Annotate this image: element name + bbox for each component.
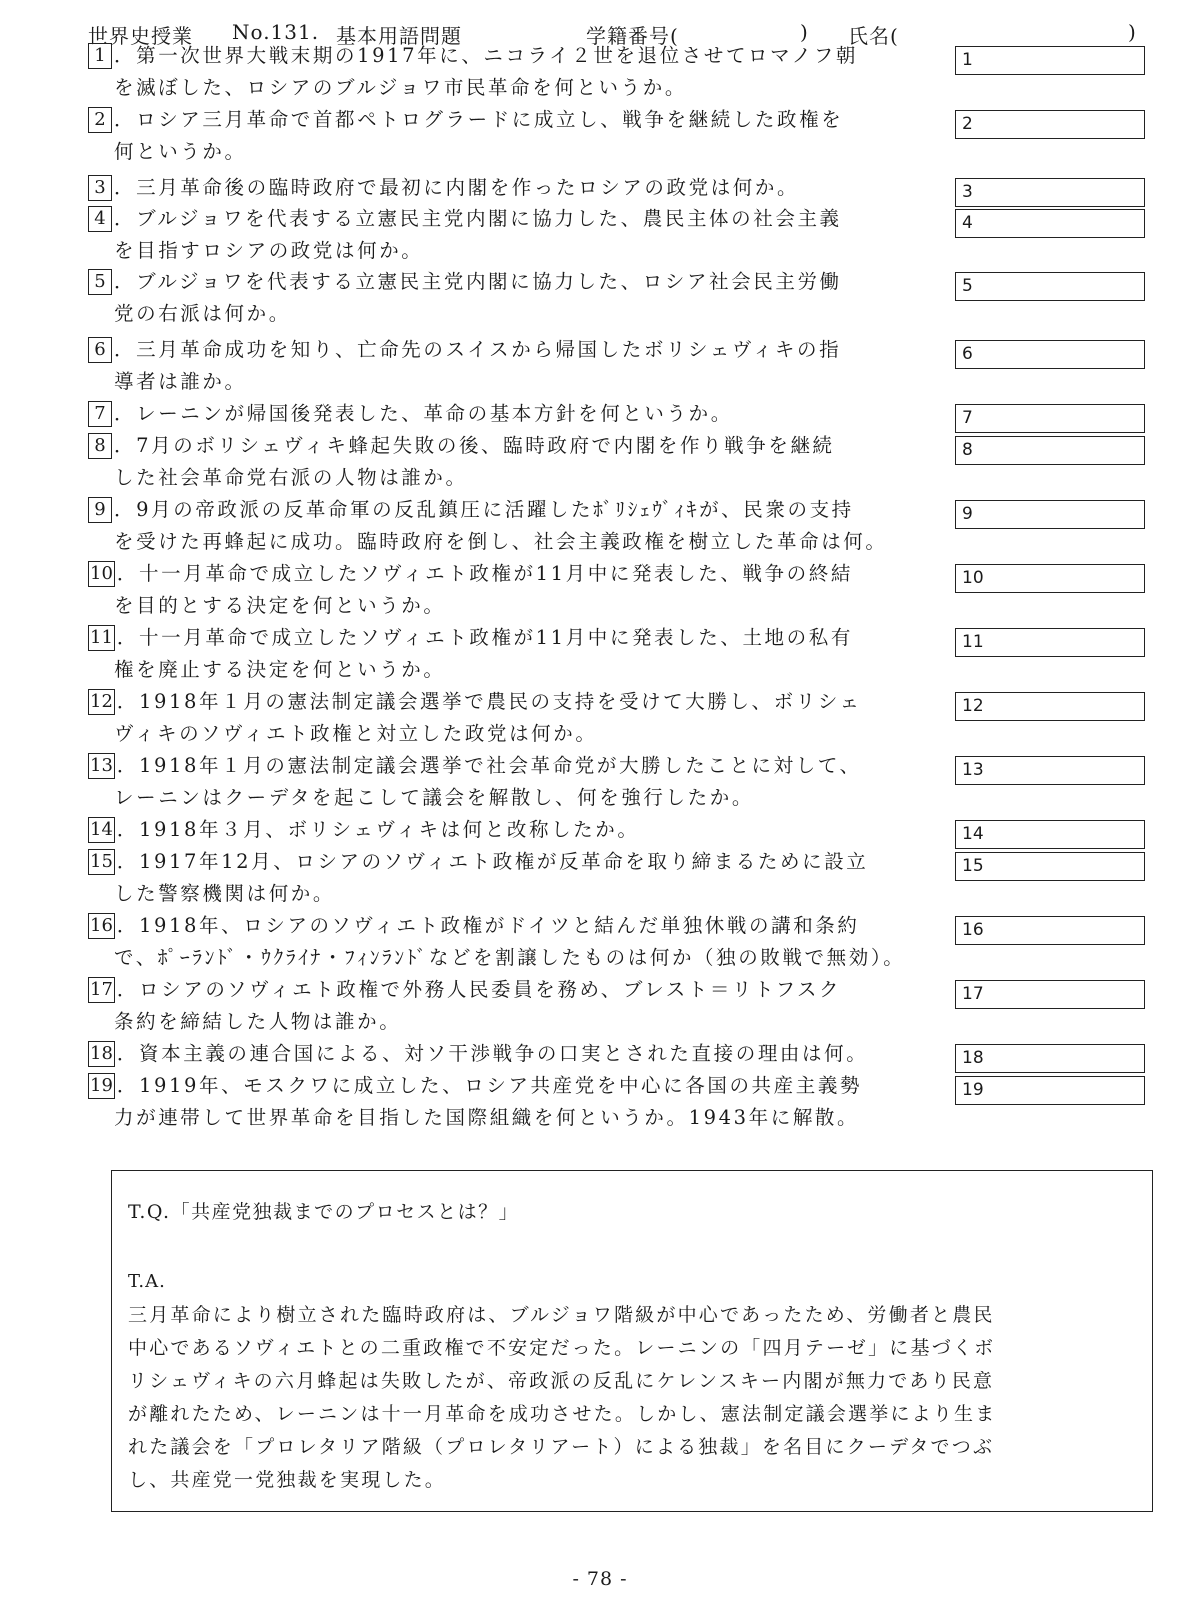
tq-answer <box>128 1299 1138 1497</box>
question-text: 何というか。 <box>114 140 247 163</box>
question-number: 7 <box>88 401 112 427</box>
question-item <box>88 104 958 168</box>
tq-box <box>111 1170 1153 1512</box>
question-text: 条約を締結した人物は誰か。 <box>114 1010 402 1033</box>
question-line <box>88 814 958 846</box>
question-marker: ． <box>114 402 137 425</box>
question-line <box>88 910 958 942</box>
tq-answer-label: T.A. <box>128 1271 166 1292</box>
answer-box[interactable]: 3 <box>955 178 1145 207</box>
question-item <box>88 750 958 814</box>
answer-box[interactable]: 16 <box>955 916 1145 945</box>
question-number: 19 <box>88 1073 115 1099</box>
answer-box[interactable]: 14 <box>955 820 1145 849</box>
question-line <box>88 718 958 750</box>
name-close: ) <box>1128 20 1137 44</box>
question-line <box>88 40 958 72</box>
question-line <box>88 622 958 654</box>
question-marker: ． <box>116 626 140 649</box>
question-item <box>88 40 958 104</box>
answer-box[interactable]: 19 <box>955 1076 1145 1105</box>
question-text: を目的とする決定を何というか。 <box>114 594 446 617</box>
question-marker: ． <box>114 108 137 131</box>
worksheet-number: No.131. <box>232 20 320 44</box>
question-number: 14 <box>88 817 115 843</box>
question-line <box>88 974 958 1006</box>
question-text: 権を廃止する決定を何というか。 <box>114 658 446 681</box>
question-number: 11 <box>88 625 115 651</box>
tq-answer-line: が離れたため、レーニンは十一月革命を成功させた。しかし、憲法制定議会選挙により生ま <box>128 1403 997 1425</box>
question-text: 力が連帯して世界革命を目指した国際組織を何というか。1943年に解散。 <box>114 1106 860 1129</box>
question-number: 12 <box>88 689 115 715</box>
question-marker: ． <box>116 1074 140 1097</box>
question-marker: ． <box>114 270 137 293</box>
question-text: 導者は誰か。 <box>114 370 247 393</box>
name-label: 氏名( <box>848 24 899 48</box>
question-line <box>88 172 958 204</box>
question-item <box>88 974 958 1038</box>
question-marker: ． <box>114 338 137 361</box>
question-number: 16 <box>88 913 115 939</box>
question-text: を受けた再蜂起に成功。臨時政府を倒し、社会主義政権を樹立した革命は何。 <box>114 530 888 553</box>
question-marker: ． <box>116 914 140 937</box>
question-line <box>88 203 958 235</box>
question-marker: ． <box>116 818 140 841</box>
question-text: ロシアのソヴィエト政権で外務人民委員を務め、ブレスト＝リトフスク <box>139 978 842 1001</box>
question-line <box>88 366 958 398</box>
question-text: レーニンが帰国後発表した、革命の基本方針を何というか。 <box>136 402 733 425</box>
tq-answer-line: リシェヴィキの六月蜂起は失敗したが、帝政派の反乱にケレンスキー内閣が無力であり民意 <box>128 1370 995 1392</box>
question-line <box>88 1102 958 1134</box>
answer-box[interactable]: 9 <box>955 500 1145 529</box>
question-marker: ． <box>114 498 137 521</box>
question-number: 10 <box>88 561 115 587</box>
question-marker: ． <box>116 1042 140 1065</box>
student-id-label: 学籍番号( <box>586 24 679 48</box>
answer-box[interactable]: 10 <box>955 564 1145 593</box>
answer-box[interactable]: 4 <box>955 209 1145 238</box>
page-number: - 78 - <box>572 1568 628 1590</box>
question-line <box>88 1038 958 1070</box>
question-number: 3 <box>88 175 112 201</box>
question-number: 1 <box>88 43 112 69</box>
question-line <box>88 686 958 718</box>
question-line <box>88 462 958 494</box>
question-marker: ． <box>114 44 137 67</box>
question-line <box>88 750 958 782</box>
question-number: 4 <box>88 206 112 232</box>
question-item <box>88 1070 958 1134</box>
question-text: 第一次世界大戦末期の1917年に、ニコライ２世を退位させてロマノフ朝 <box>136 44 858 67</box>
question-text: 十一月革命で成立したソヴィエト政権が11月中に発表した、戦争の終結 <box>139 562 853 585</box>
question-text: ロシア三月革命で首都ペトログラードに成立し、戦争を継続した政権を <box>136 108 844 131</box>
student-id-close: ) <box>800 20 809 44</box>
question-line <box>88 1070 958 1102</box>
question-text: ブルジョワを代表する立憲民主党内閣に協力した、農民主体の社会主義 <box>136 207 842 230</box>
question-text: 1918年１月の憲法制定議会選挙で社会革命党が大勝したことに対して、 <box>139 754 862 777</box>
question-line <box>88 654 958 686</box>
question-text: を目指すロシアの政党は何か。 <box>114 239 424 262</box>
question-marker: ． <box>116 978 140 1001</box>
question-number: 8 <box>88 433 112 459</box>
question-line <box>88 235 958 267</box>
question-text: を滅ぼした、ロシアのブルジョワ市民革命を何というか。 <box>114 76 687 99</box>
question-line <box>88 430 958 462</box>
question-number: 15 <box>88 849 115 875</box>
worksheet-type: 基本用語問題 <box>336 24 462 48</box>
tq-answer-line: し、共産党一党独裁を実現した。 <box>128 1469 447 1491</box>
question-text: 党の右派は何か。 <box>114 302 291 325</box>
answer-box[interactable]: 17 <box>955 980 1145 1009</box>
question-text: 三月革命成功を知り、亡命先のスイスから帰国したボリシェヴィキの指 <box>136 338 842 361</box>
question-item <box>88 1038 958 1070</box>
question-line <box>88 558 958 590</box>
question-number: 17 <box>88 977 115 1003</box>
question-line <box>88 1006 958 1038</box>
question-line <box>88 104 958 136</box>
question-item <box>88 266 958 330</box>
question-item <box>88 686 958 750</box>
question-item <box>88 622 958 686</box>
question-text: 三月革命後の臨時政府で最初に内閣を作ったロシアの政党は何か。 <box>136 176 800 199</box>
answer-box[interactable]: 18 <box>955 1044 1145 1073</box>
question-item <box>88 334 958 398</box>
question-number: 5 <box>88 269 112 295</box>
question-line <box>88 136 958 168</box>
question-number: 13 <box>88 753 115 779</box>
question-item <box>88 430 958 494</box>
answer-box[interactable]: 12 <box>955 692 1145 721</box>
question-line <box>88 846 958 878</box>
question-line <box>88 334 958 366</box>
question-text: レーニンはクーデタを起こして議会を解散し、何を強行したか。 <box>114 786 754 809</box>
question-marker: ． <box>116 562 140 585</box>
question-line <box>88 398 958 430</box>
answer-box[interactable]: 5 <box>955 272 1145 301</box>
answer-box[interactable]: 1 <box>955 46 1145 75</box>
question-marker: ． <box>114 207 137 230</box>
question-text: 1919年、モスクワに成立した、ロシア共産党を中心に各国の共産主義勢 <box>139 1074 863 1097</box>
question-marker: ． <box>116 690 140 713</box>
question-text: 十一月革命で成立したソヴィエト政権が11月中に発表した、土地の私有 <box>139 626 853 649</box>
question-line <box>88 494 958 526</box>
question-text: 1918年３月、ボリシェヴィキは何と改称したか。 <box>139 818 640 841</box>
question-text: ブルジョワを代表する立憲民主党内閣に協力した、ロシア社会民主労働 <box>136 270 842 293</box>
question-item <box>88 846 958 910</box>
answer-box[interactable]: 11 <box>955 628 1145 657</box>
question-marker: ． <box>114 434 137 457</box>
question-item <box>88 494 958 558</box>
question-line <box>88 878 958 910</box>
answer-box[interactable]: 13 <box>955 756 1145 785</box>
question-text: 資本主義の連合国による、対ソ干渉戦争の口実とされた直接の理由は何。 <box>139 1042 869 1065</box>
question-number: 6 <box>88 337 112 363</box>
question-number: 18 <box>88 1041 115 1067</box>
question-line <box>88 266 958 298</box>
question-line <box>88 782 958 814</box>
question-item <box>88 398 958 430</box>
question-text: 9月の帝政派の反革命軍の反乱鎮圧に活躍したﾎﾞﾘｼｪｳﾞｨｷが、民衆の支持 <box>136 498 854 521</box>
question-number: 2 <box>88 107 112 133</box>
question-line <box>88 942 958 974</box>
answer-box[interactable]: 2 <box>955 110 1145 139</box>
answer-box[interactable]: 8 <box>955 436 1145 465</box>
question-item <box>88 172 958 204</box>
question-text: した社会革命党右派の人物は誰か。 <box>114 466 468 489</box>
question-item <box>88 203 958 267</box>
question-marker: ． <box>114 176 137 199</box>
answer-box[interactable]: 7 <box>955 404 1145 433</box>
question-line <box>88 72 958 104</box>
course-title: 世界史授業 <box>88 24 193 48</box>
question-text: ヴィキのソヴィエト政権と対立した政党は何か。 <box>114 722 598 745</box>
question-item <box>88 814 958 846</box>
tq-question: T.Q.「共産党独裁までのプロセスとは？」 <box>128 1201 520 1223</box>
question-text: 1917年12月、ロシアのソヴィエト政権が反革命を取り締まるために設立 <box>139 850 869 873</box>
question-text: 7月のボリシェヴィキ蜂起失敗の後、臨時政府で内閣を作り戦争を継続 <box>136 434 835 457</box>
question-line <box>88 590 958 622</box>
question-item <box>88 558 958 622</box>
answer-box[interactable]: 15 <box>955 852 1145 881</box>
question-text: した警察機関は何か。 <box>114 882 336 905</box>
answer-box[interactable]: 6 <box>955 340 1145 369</box>
question-text: で、ﾎﾟｰﾗﾝﾄﾞ・ｳｸﾗｲﾅ・ﾌｨﾝﾗﾝﾄﾞなどを割譲したものは何か（独の敗戦で無効）。 <box>114 946 906 969</box>
question-marker: ． <box>116 850 140 873</box>
tq-answer-line: れた議会を「プロレタリア階級（プロレタリアート）による独裁」を名目にクーデタでつぶ <box>128 1436 995 1458</box>
question-text: 1918年、ロシアのソヴィエト政権がドイツと結んだ単独休戦の講和条約 <box>139 914 860 937</box>
tq-answer-line: 三月革命により樹立された臨時政府は、ブルジョワ階級が中心であったため、労働者と農民 <box>128 1304 995 1326</box>
tq-answer-line: 中心であるソヴィエトとの二重政権で不安定だった。レーニンの「四月テーゼ」に基づくボ <box>128 1337 996 1359</box>
question-line <box>88 526 958 558</box>
question-item <box>88 910 958 974</box>
question-text: 1918年１月の憲法制定議会選挙で農民の支持を受けて大勝し、ボリシェ <box>139 690 862 713</box>
question-line <box>88 298 958 330</box>
question-number: 9 <box>88 497 112 523</box>
question-marker: ． <box>116 754 140 777</box>
